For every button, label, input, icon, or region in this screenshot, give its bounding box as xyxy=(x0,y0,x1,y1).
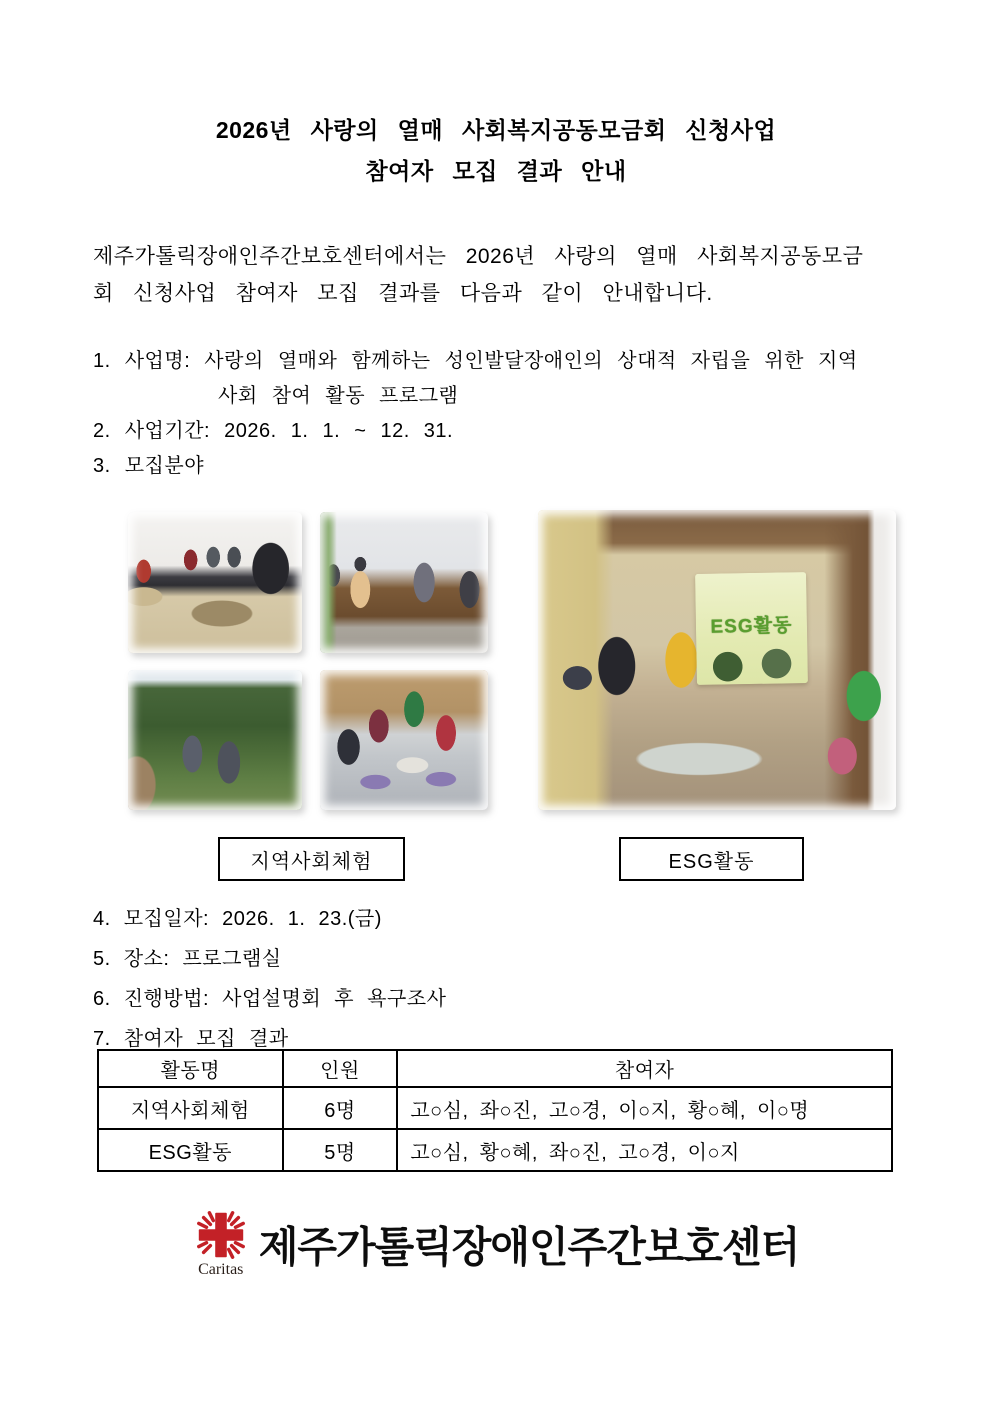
cell-count: 6명 xyxy=(283,1087,398,1129)
list-item-6: 6. 진행방법: 사업설명회 후 욕구조사 xyxy=(93,988,447,1010)
header-count: 인원 xyxy=(283,1050,398,1087)
numbered-list-bottom xyxy=(93,899,908,1059)
cell-activity: ESG활동 xyxy=(98,1129,283,1171)
list-item-1: 1. 사업명: 사랑의 열매와 함께하는 성인발달장애인의 상대적 자립을 위한 지역 xyxy=(93,350,858,372)
photo-collage xyxy=(0,510,992,812)
organization-name: 제주가톨릭장애인주간보호센터 xyxy=(258,1223,800,1271)
list-item-7: 7. 참여자 모집 결과 xyxy=(93,1028,289,1050)
caritas-mark xyxy=(193,1207,249,1279)
photo-craft-table xyxy=(320,670,488,810)
cell-participants: 고○심, 좌○진, 고○경, 이○지, 황○혜, 이○명 xyxy=(397,1087,892,1129)
intro-line-2: 회 신청사업 참여자 모집 결과를 다음과 같이 안내합니다. xyxy=(93,282,713,305)
list-item-4: 4. 모집일자: 2026. 1. 23.(금) xyxy=(93,908,382,930)
list-item-2: 2. 사업기간: 2026. 1. 1. ~ 12. 31. xyxy=(93,420,454,442)
caption-box-esg-activity xyxy=(619,837,804,881)
photo-building-visit xyxy=(320,512,488,653)
table-row xyxy=(98,1087,892,1129)
esg-banner-text: ESG활동 xyxy=(709,615,793,638)
list-item-5: 5. 장소: 프로그램실 xyxy=(93,948,282,970)
esg-banner xyxy=(695,572,808,685)
organization-logo xyxy=(0,1198,992,1288)
cell-count: 5명 xyxy=(283,1129,398,1171)
caritas-wordmark: Caritas xyxy=(198,1261,244,1278)
title-line-1: 2026년 사랑의 열매 사회복지공동모금회 신청사업 xyxy=(215,117,777,143)
title-line-2: 참여자 모집 결과 안내 xyxy=(365,158,627,184)
intro-paragraph xyxy=(93,238,908,312)
photo-esg-workshop xyxy=(538,510,896,810)
caritas-cross-icon xyxy=(193,1207,249,1263)
caption-box-community-experience xyxy=(218,837,405,881)
page-title xyxy=(0,110,992,192)
numbered-list-top xyxy=(93,344,908,484)
table-row xyxy=(98,1129,892,1171)
header-activity: 활동명 xyxy=(98,1050,283,1087)
cell-participants: 고○심, 황○혜, 좌○진, 고○경, 이○지 xyxy=(397,1129,892,1171)
header-participants: 참여자 xyxy=(397,1050,892,1087)
participants-table xyxy=(97,1049,893,1172)
table-header-row xyxy=(98,1050,892,1087)
list-item-3: 3. 모집분야 xyxy=(93,455,205,477)
intro-line-1: 제주가톨릭장애인주간보호센터에서는 2026년 사랑의 열매 사회복지공동모금 xyxy=(93,245,864,268)
caption-right-label: ESG활동 xyxy=(668,850,755,873)
photo-orchard-activity xyxy=(128,670,302,810)
photo-museum-visit xyxy=(128,512,302,653)
cell-activity: 지역사회체험 xyxy=(98,1087,283,1129)
list-item-1-continuation: 사회 참여 활동 프로그램 xyxy=(218,385,459,407)
caption-left-label: 지역사회체험 xyxy=(250,850,373,873)
